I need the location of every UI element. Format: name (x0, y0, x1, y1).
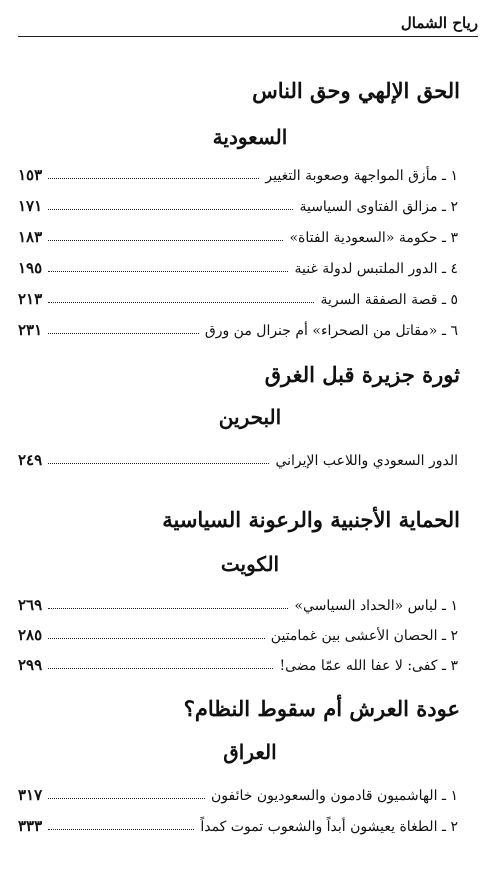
toc-entry (18, 815, 458, 835)
toc-entry-label: ٥ ـ قصة الصفقة السرية (320, 292, 458, 308)
country-heading: العراق (223, 740, 277, 764)
country-heading: السعودية (212, 125, 288, 149)
toc-entry (18, 226, 458, 246)
toc-entry-label: ١ ـ لباس «الحداد السياسي» (294, 598, 458, 614)
toc-entry (18, 195, 458, 215)
toc-entry-label: ٣ ـ كفى: لا عفا الله عمّا مضى! (279, 658, 458, 674)
toc-entry-page: ٢٦٩ (18, 596, 43, 614)
toc-entry-page: ٢٩٩ (18, 656, 43, 674)
toc-entry (18, 319, 458, 339)
country-heading: البحرين (218, 405, 282, 429)
dot-leader (48, 668, 273, 669)
toc-entry-label: ١ ـ مأزق المواجهة وصعوبة التغيير (265, 168, 458, 184)
dot-leader (48, 240, 283, 241)
toc-entry-page: ٢٨٥ (18, 626, 43, 644)
toc-entry-page: ٣٣٣ (18, 817, 43, 835)
toc-entry (18, 257, 458, 277)
toc-entry-label: ١ ـ الهاشميون قادمون والسعوديون خائفون (211, 788, 458, 804)
toc-entry (18, 594, 458, 614)
toc-entry-page: ١٩٥ (18, 259, 43, 277)
toc-entry-label: ٣ ـ حكومة «السعودية الفتاة» (289, 230, 458, 246)
toc-entry (18, 449, 458, 469)
toc-entry-label: ٢ ـ الطغاة يعيشون أبداً والشعوب تموت كمداً (200, 819, 458, 835)
toc-entry-page: ٢١٣ (18, 290, 43, 308)
dot-leader (48, 302, 314, 303)
toc-entry (18, 784, 458, 804)
running-header (18, 8, 478, 37)
toc-entry-page: ١٧١ (18, 197, 43, 215)
toc-entry-page: ٢٤٩ (18, 451, 43, 469)
toc-entry (18, 654, 458, 674)
toc-entry (18, 288, 458, 308)
part-title: الحماية الأجنبية والرعونة السياسية (162, 507, 460, 532)
toc-entry-page: ٣١٧ (18, 786, 43, 804)
dot-leader (48, 463, 269, 464)
part-title: ثورة جزيرة قبل الغرق (264, 362, 460, 387)
dot-leader (48, 271, 288, 272)
dot-leader (48, 798, 205, 799)
toc-entry (18, 164, 458, 184)
dot-leader (48, 333, 199, 334)
toc-entry-page: ٢٣١ (18, 321, 43, 339)
toc-entry-page: ١٨٣ (18, 228, 43, 246)
toc-entry (18, 624, 458, 644)
toc-entry-label: ٦ ـ «مقاتل من الصحراء» أم جنرال من ورق (204, 323, 458, 339)
part-title: الحق الإلهي وحق الناس (252, 78, 460, 103)
part-title: عودة العرش أم سقوط النظام؟ (183, 696, 460, 721)
toc-entry-label: ٤ ـ الدور الملتبس لدولة غنية (294, 261, 458, 277)
dot-leader (48, 209, 293, 210)
toc-entry-label: ٢ ـ مزالق الفتاوى السياسية (299, 199, 458, 215)
dot-leader (48, 178, 259, 179)
dot-leader (48, 829, 194, 830)
toc-entry-label: الدور السعودي واللاعب الإيراني (275, 453, 458, 469)
country-heading: الكويت (220, 552, 280, 576)
toc-entry-label: ٢ ـ الحصان الأعشى بين غمامتين (270, 628, 458, 644)
running-header-title: رياح الشمال (400, 14, 478, 32)
dot-leader (48, 608, 288, 609)
dot-leader (48, 638, 265, 639)
toc-entry-page: ١٥٣ (18, 166, 43, 184)
